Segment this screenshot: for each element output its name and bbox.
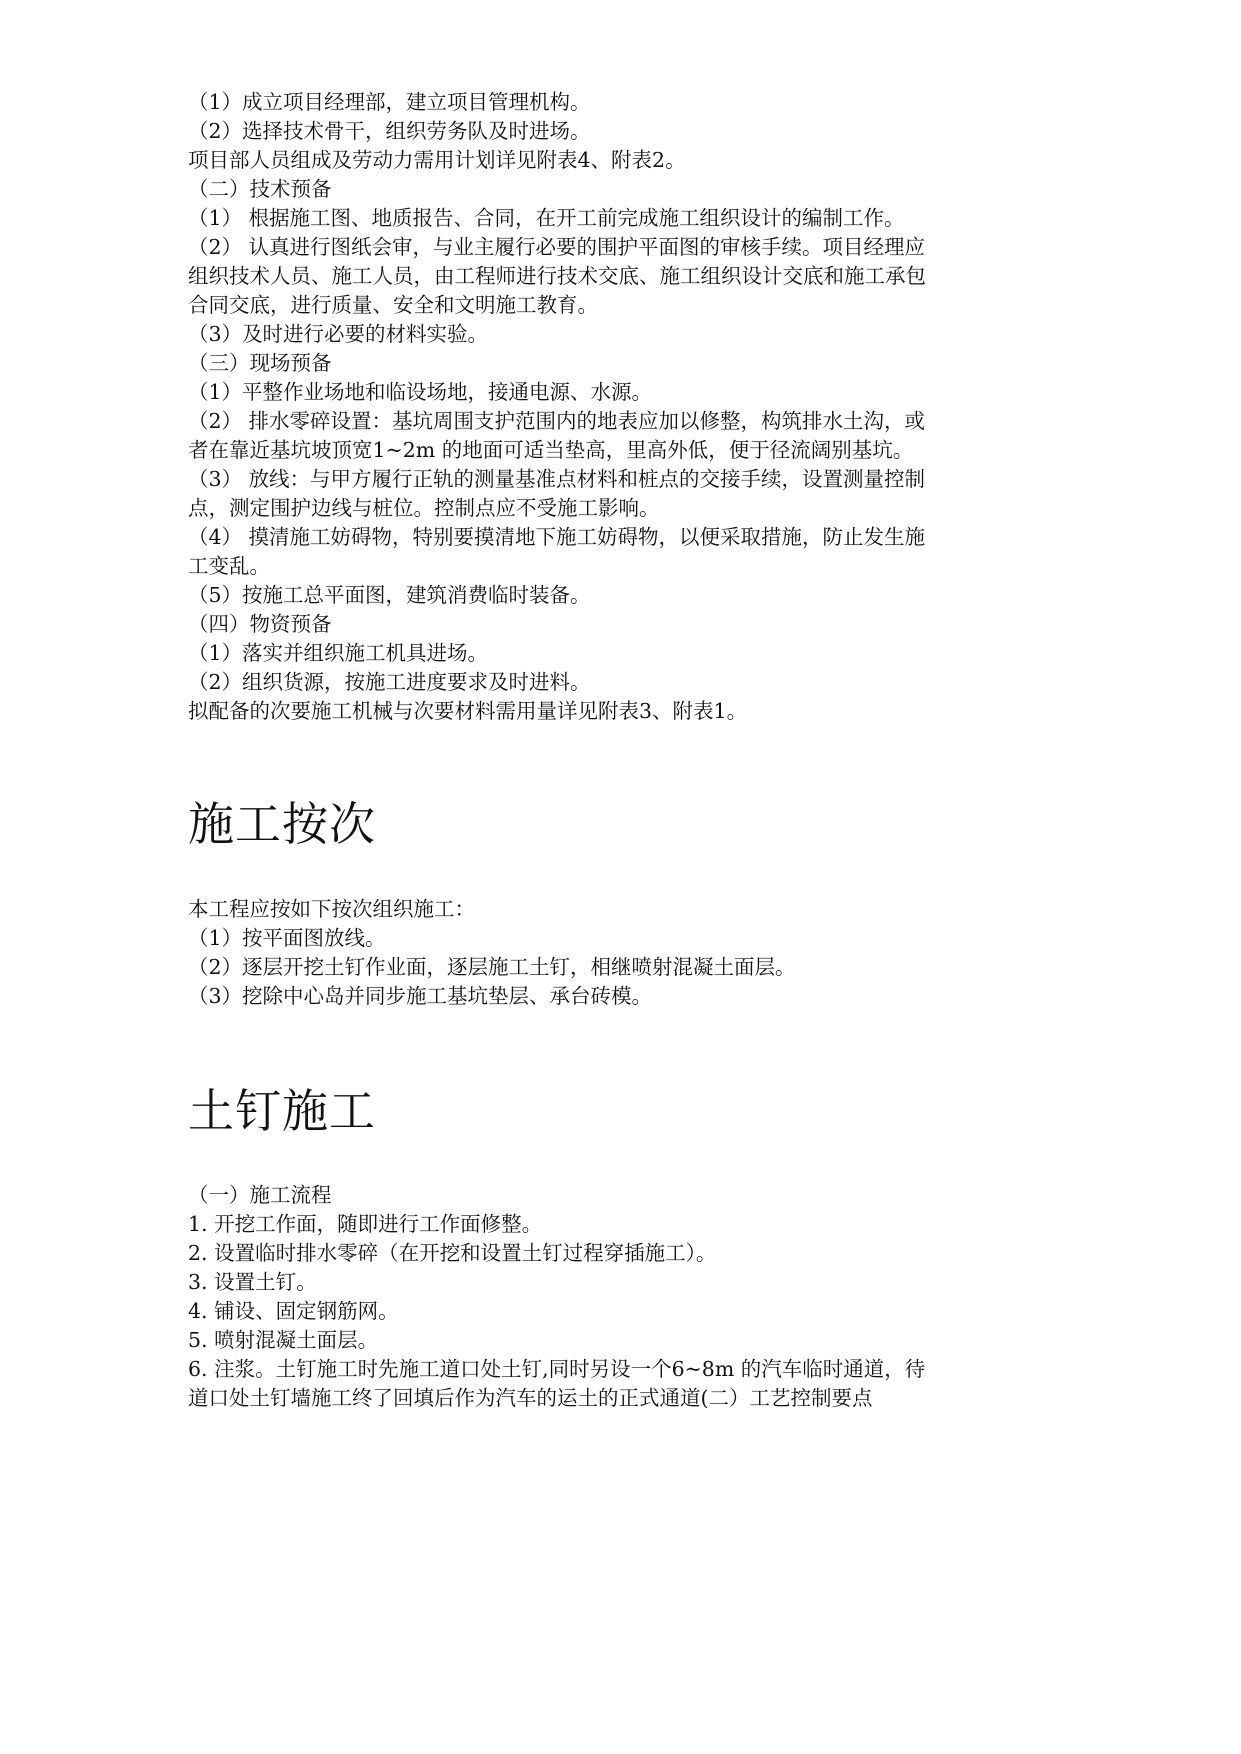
paragraph-line: （2）逐层开挖土钉作业面，逐层施工土钉，相继喷射混凝土面层。 — [188, 955, 796, 979]
paragraph-line: 项目部人员组成及劳动力需用计划详见附表4、附表2。 — [188, 148, 686, 172]
list-item: 1. 开挖工作面，随即进行工作面修整。 — [188, 1212, 543, 1236]
subheading-materials: （四）物资预备 — [188, 612, 332, 636]
paragraph-line: （3）挖除中心岛并同步施工基坑垫层、承台砖模。 — [188, 984, 653, 1008]
paragraph-line: 本工程应按如下按次组织施工： — [188, 897, 475, 921]
paragraph-line: （1）平整作业场地和临设场地，接通电源、水源。 — [188, 380, 653, 404]
paragraph-line: 合同交底，进行质量、安全和文明施工教育。 — [188, 293, 598, 317]
paragraph-line: （1）按平面图放线。 — [188, 926, 386, 950]
paragraph-line: 者在靠近基坑坡顶宽1~2m 的地面可适当垫高，里高外低，便于径流阔别基坑。 — [188, 438, 914, 462]
paragraph-line: 道口处土钉墙施工终了回填后作为汽车的运土的正式通道(二）工艺控制要点 — [188, 1386, 873, 1410]
paragraph-line: （2） 认真进行图纸会审，与业主履行必要的围护平面图的审核手续。项目经理应 — [188, 235, 926, 259]
subheading-site: （三）现场预备 — [188, 351, 332, 375]
list-item: 5. 喷射混凝土面层。 — [188, 1328, 379, 1352]
paragraph-line: （1）落实并组织施工机具进场。 — [188, 641, 489, 665]
paragraph-line: 拟配备的次要施工机械与次要材料需用量详见附表3、附表1。 — [188, 699, 748, 723]
subheading-process: （一）施工流程 — [188, 1183, 332, 1207]
section-heading: 土钉施工 — [188, 1084, 376, 1138]
paragraph-line: （1） 根据施工图、地质报告、合同，在开工前完成施工组织设计的编制工作。 — [188, 206, 905, 230]
list-item: 4. 铺设、固定钢筋网。 — [188, 1299, 399, 1323]
paragraph-line: （3） 放线：与甲方履行正轨的测量基准点材料和桩点的交接手续，设置测量控制 — [188, 467, 926, 491]
paragraph-line: （2）选择技术骨干，组织劳务队及时进场。 — [188, 119, 591, 143]
paragraph-line: （3）及时进行必要的材料实验。 — [188, 322, 489, 346]
section-heading: 施工按次 — [188, 797, 376, 851]
paragraph-line: （2）组织货源，按施工进度要求及时进料。 — [188, 670, 591, 694]
paragraph-line: 组织技术人员、施工人员，由工程师进行技术交底、施工组织设计交底和施工承包 — [188, 264, 926, 288]
subheading-technical: （二）技术预备 — [188, 177, 332, 201]
paragraph-line: （2） 排水零碎设置：基坑周围支护范围内的地表应加以修整，构筑排水土沟，或 — [188, 409, 926, 433]
paragraph-line: 点，测定围护边线与桩位。控制点应不受施工影响。 — [188, 496, 660, 520]
paragraph-line: 工变乱。 — [188, 554, 270, 578]
paragraph-line: （1）成立项目经理部，建立项目管理机构。 — [188, 90, 591, 114]
paragraph-line: （4） 摸清施工妨碍物，特别要摸清地下施工妨碍物，以便采取措施，防止发生施 — [188, 525, 926, 549]
list-item: 2. 设置临时排水零碎（在开挖和设置土钉过程穿插施工）。 — [188, 1241, 717, 1265]
list-item: 6. 注浆。土钉施工时先施工道口处土钉,同时另设一个6~8m 的汽车临时通道，待 — [188, 1357, 926, 1381]
list-item: 3. 设置土钉。 — [188, 1270, 317, 1294]
paragraph-line: （5）按施工总平面图，建筑消费临时装备。 — [188, 583, 591, 607]
